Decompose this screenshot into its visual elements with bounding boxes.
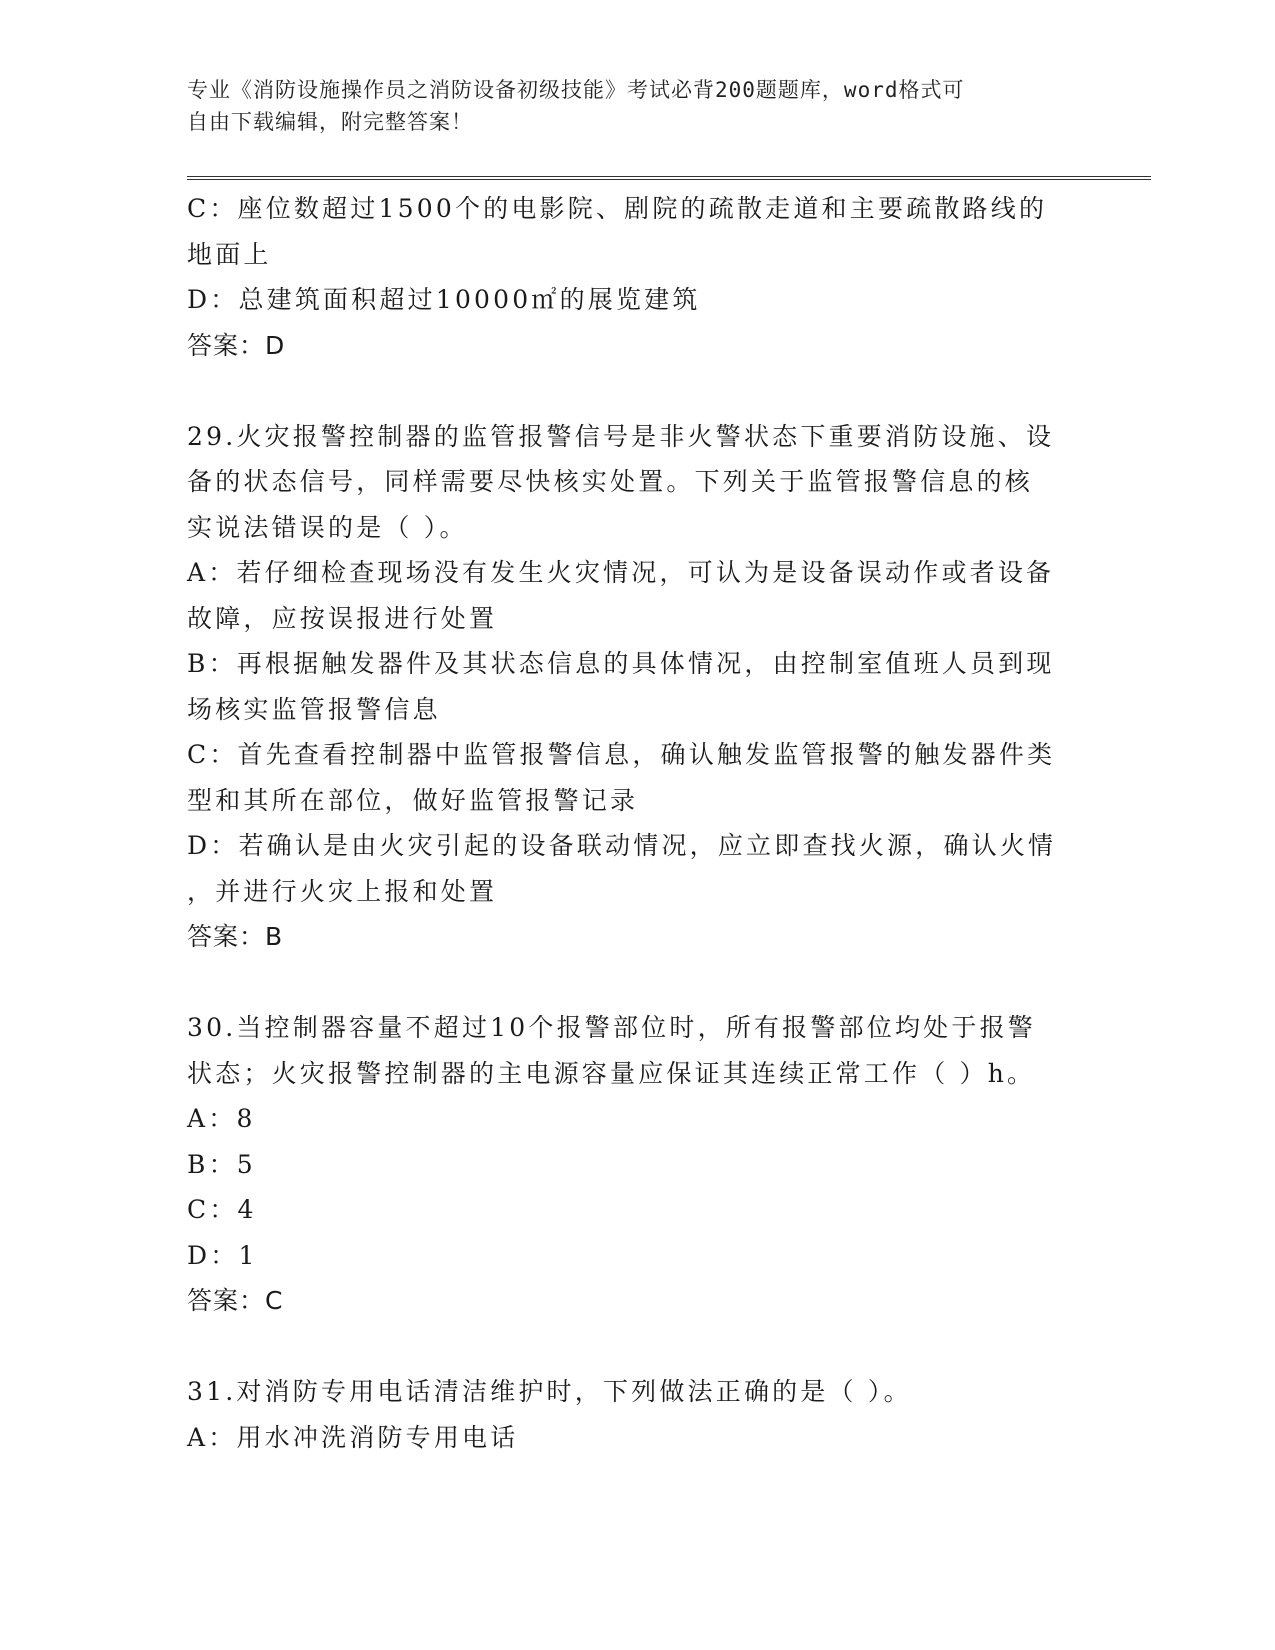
option-c-line-1: C：首先查看控制器中监管报警信息，确认触发监管报警的触发器件类 [187,740,1056,769]
option-a-line-1: A：若仔细检查现场没有发生火灾情况，可认为是设备误动作或者设备 [187,558,1055,587]
answer-28: 答案：D [187,330,286,360]
option-c-line-2: 型和其所在部位，做好监管报警记录 [187,785,639,815]
question-29 [187,414,1087,960]
question-29-stem-line-1: 29.火灾报警控制器的监管报警信号是非火警状态下重要消防设施、设 [187,421,1055,451]
option-d-line-2: ，并进行火灾上报和处置 [187,876,498,906]
question-31 [187,1369,1087,1460]
option-d: D：1 [187,1240,258,1270]
header-divider [187,176,1151,180]
option-c: C：4 [187,1195,257,1224]
option-d: D：总建筑面积超过10000㎡的展览建筑 [187,285,701,314]
answer-29: 答案：B [187,922,284,951]
option-b-line-2: 场核实监管报警信息 [187,694,441,724]
option-d-line-1: D：若确认是由火灾引起的设备联动情况，应立即查找火源，确认火情 [187,831,1057,860]
spacer [187,960,1087,1006]
option-a: A：8 [187,1104,256,1133]
header-title-line-1: 专业《消防设施操作员之消防设备初级技能》考试必背200题题库，word格式可 [187,78,965,102]
question-29-stem-line-2: 备的状态信号，同样需要尽快核实处置。下列关于监管报警信息的核 [187,467,1034,496]
option-c-line-2: 地面上 [187,239,272,269]
option-c-line-1: C：座位数超过1500个的电影院、剧院的疏散走道和主要疏散路线的 [187,194,1048,223]
answer-30: 答案：C [187,1286,284,1315]
question-30-stem-line-2: 状态；火灾报警控制器的主电源容量应保证其连续正常工作（ ）h。 [187,1058,1036,1088]
spacer [187,368,1087,414]
question-29-stem-line-3: 实说法错误的是（ ）。 [187,512,468,542]
option-a: A：用水冲洗消防专用电话 [187,1422,519,1452]
question-31-stem: 31.对消防专用电话清洁维护时，下列做法正确的是（ ）。 [187,1377,912,1406]
header-title-line-2: 自由下载编辑，附完整答案！ [187,110,473,134]
question-30 [187,1005,1087,1324]
option-b: B：5 [187,1149,256,1179]
document-header [187,74,1087,138]
option-a-line-2: 故障，应按误报进行处置 [187,603,498,633]
document-body [187,186,1087,1460]
question-30-stem-line-1: 30.当控制器容量不超过10个报警部位时，所有报警部位均处于报警 [187,1013,1036,1042]
question-28-continued [187,186,1087,368]
option-b-line-1: B：再根据触发器件及其状态信息的具体情况，由控制室值班人员到现 [187,649,1055,678]
spacer [187,1324,1087,1370]
